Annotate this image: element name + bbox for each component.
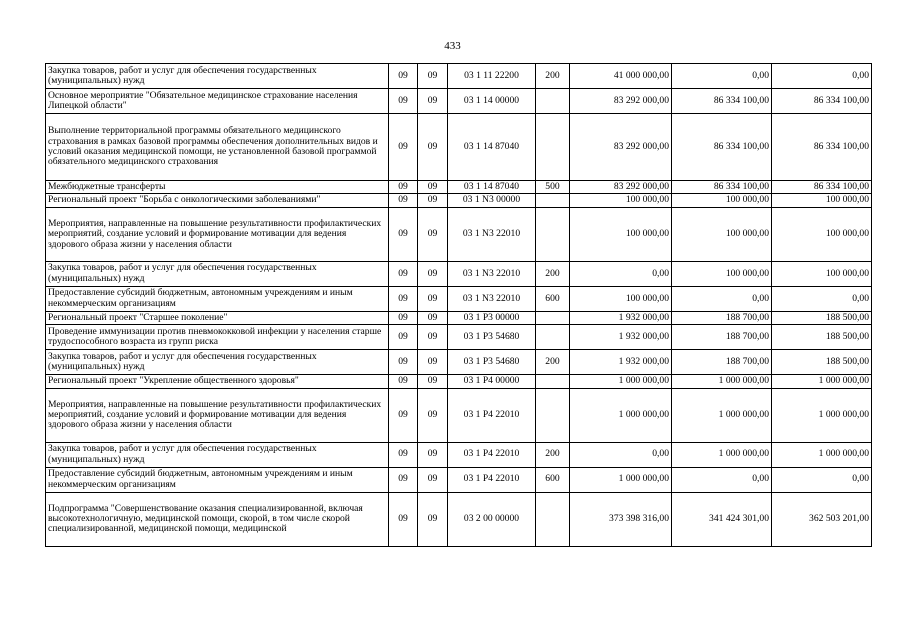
subsection-code-cell: 09 xyxy=(418,325,448,350)
amount-year1-cell: 1 000 000,00 xyxy=(570,467,672,492)
target-article-cell: 03 1 P4 00000 xyxy=(448,375,536,388)
subsection-code-cell: 09 xyxy=(418,194,448,207)
amount-year3-cell: 100 000,00 xyxy=(772,207,872,261)
expense-type-cell xyxy=(536,194,570,207)
target-article-cell: 03 1 14 00000 xyxy=(448,89,536,114)
table-row xyxy=(46,375,872,388)
table-row xyxy=(46,261,872,286)
budget-table-body xyxy=(46,64,872,547)
section-code-cell: 09 xyxy=(389,64,418,89)
section-code-cell: 09 xyxy=(389,388,418,442)
item-name-cell: Проведение иммунизации против пневмококковой инфекции у населения старше трудоспособного возраста из групп риска xyxy=(46,325,389,350)
subsection-code-cell: 09 xyxy=(418,375,448,388)
subsection-code-cell: 09 xyxy=(418,64,448,89)
amount-year1-cell: 41 000 000,00 xyxy=(570,64,672,89)
expense-type-cell xyxy=(536,114,570,181)
amount-year2-cell: 188 700,00 xyxy=(672,325,772,350)
table-row xyxy=(46,114,872,181)
subsection-code-cell: 09 xyxy=(418,89,448,114)
item-name-cell: Межбюджетные трансферты xyxy=(46,181,389,194)
table-row xyxy=(46,492,872,546)
item-name-cell: Закупка товаров, работ и услуг для обеспечения государственных (муниципальных) нужд xyxy=(46,442,389,467)
amount-year2-cell: 86 334 100,00 xyxy=(672,181,772,194)
section-code-cell: 09 xyxy=(389,114,418,181)
target-article-cell: 03 1 14 87040 xyxy=(448,114,536,181)
target-article-cell: 03 1 14 87040 xyxy=(448,181,536,194)
amount-year3-cell: 188 500,00 xyxy=(772,350,872,375)
expense-type-cell: 600 xyxy=(536,467,570,492)
expense-type-cell xyxy=(536,492,570,546)
amount-year3-cell: 86 334 100,00 xyxy=(772,89,872,114)
amount-year3-cell: 1 000 000,00 xyxy=(772,375,872,388)
item-name-cell: Мероприятия, направленные на повышение результативности профилактических мероприятий, создание условий и формирование мотивации для ведения здорового образа жизни у населения области xyxy=(46,388,389,442)
item-name-cell: Предоставление субсидий бюджетным, автономным учреждениям и иным некоммерческим организациям xyxy=(46,467,389,492)
section-code-cell: 09 xyxy=(389,442,418,467)
item-name-cell: Закупка товаров, работ и услуг для обеспечения государственных (муниципальных) нужд xyxy=(46,350,389,375)
amount-year3-cell: 188 500,00 xyxy=(772,325,872,350)
amount-year1-cell: 83 292 000,00 xyxy=(570,89,672,114)
target-article-cell: 03 1 P3 54680 xyxy=(448,350,536,375)
expense-type-cell: 200 xyxy=(536,442,570,467)
target-article-cell: 03 1 N3 22010 xyxy=(448,261,536,286)
amount-year2-cell: 86 334 100,00 xyxy=(672,89,772,114)
table-row xyxy=(46,325,872,350)
target-article-cell: 03 1 P4 22010 xyxy=(448,388,536,442)
item-name-cell: Региональный проект "Укрепление общественного здоровья" xyxy=(46,375,389,388)
section-code-cell: 09 xyxy=(389,350,418,375)
subsection-code-cell: 09 xyxy=(418,467,448,492)
subsection-code-cell: 09 xyxy=(418,350,448,375)
expense-type-cell: 200 xyxy=(536,350,570,375)
amount-year1-cell: 1 932 000,00 xyxy=(570,325,672,350)
amount-year3-cell: 100 000,00 xyxy=(772,261,872,286)
target-article-cell: 03 1 11 22200 xyxy=(448,64,536,89)
target-article-cell: 03 1 P4 22010 xyxy=(448,467,536,492)
amount-year2-cell: 0,00 xyxy=(672,286,772,311)
amount-year1-cell: 0,00 xyxy=(570,261,672,286)
table-row xyxy=(46,194,872,207)
amount-year2-cell: 1 000 000,00 xyxy=(672,375,772,388)
table-row xyxy=(46,286,872,311)
section-code-cell: 09 xyxy=(389,89,418,114)
item-name-cell: Закупка товаров, работ и услуг для обеспечения государственных (муниципальных) нужд xyxy=(46,261,389,286)
section-code-cell: 09 xyxy=(389,325,418,350)
table-row xyxy=(46,388,872,442)
target-article-cell: 03 1 P4 22010 xyxy=(448,442,536,467)
expense-type-cell: 200 xyxy=(536,261,570,286)
target-article-cell: 03 2 00 00000 xyxy=(448,492,536,546)
amount-year2-cell: 341 424 301,00 xyxy=(672,492,772,546)
item-name-cell: Основное мероприятие "Обязательное медицинское страхование населения Липецкой области" xyxy=(46,89,389,114)
item-name-cell: Выполнение территориальной программы обязательного медицинского страхования в рамках базовой программы обеспечения дополнительных видов и условий оказания медицинской помощи, не установленной базовой программой обязательного медицинского страхования xyxy=(46,114,389,181)
amount-year1-cell: 373 398 316,00 xyxy=(570,492,672,546)
amount-year3-cell: 188 500,00 xyxy=(772,311,872,324)
amount-year3-cell: 0,00 xyxy=(772,286,872,311)
amount-year3-cell: 0,00 xyxy=(772,467,872,492)
amount-year1-cell: 100 000,00 xyxy=(570,286,672,311)
amount-year3-cell: 0,00 xyxy=(772,64,872,89)
amount-year1-cell: 100 000,00 xyxy=(570,207,672,261)
item-name-cell: Региональный проект "Старшее поколение" xyxy=(46,311,389,324)
expense-type-cell xyxy=(536,311,570,324)
amount-year1-cell: 83 292 000,00 xyxy=(570,181,672,194)
amount-year2-cell: 100 000,00 xyxy=(672,207,772,261)
section-code-cell: 09 xyxy=(389,492,418,546)
subsection-code-cell: 09 xyxy=(418,114,448,181)
table-row xyxy=(46,89,872,114)
subsection-code-cell: 09 xyxy=(418,388,448,442)
amount-year2-cell: 100 000,00 xyxy=(672,261,772,286)
expense-type-cell: 600 xyxy=(536,286,570,311)
amount-year2-cell: 0,00 xyxy=(672,467,772,492)
subsection-code-cell: 09 xyxy=(418,286,448,311)
expense-type-cell xyxy=(536,89,570,114)
item-name-cell: Мероприятия, направленные на повышение результативности профилактических мероприятий, создание условий и формирование мотивации для ведения здорового образа жизни у населения области xyxy=(46,207,389,261)
section-code-cell: 09 xyxy=(389,311,418,324)
amount-year2-cell: 1 000 000,00 xyxy=(672,388,772,442)
section-code-cell: 09 xyxy=(389,207,418,261)
amount-year2-cell: 86 334 100,00 xyxy=(672,114,772,181)
expense-type-cell xyxy=(536,375,570,388)
amount-year1-cell: 100 000,00 xyxy=(570,194,672,207)
subsection-code-cell: 09 xyxy=(418,181,448,194)
table-row xyxy=(46,207,872,261)
target-article-cell: 03 1 P3 00000 xyxy=(448,311,536,324)
amount-year3-cell: 1 000 000,00 xyxy=(772,388,872,442)
amount-year1-cell: 1 000 000,00 xyxy=(570,375,672,388)
target-article-cell: 03 1 P3 54680 xyxy=(448,325,536,350)
target-article-cell: 03 1 N3 22010 xyxy=(448,207,536,261)
subsection-code-cell: 09 xyxy=(418,492,448,546)
page-number: 433 xyxy=(444,40,461,52)
expense-type-cell: 200 xyxy=(536,64,570,89)
amount-year2-cell: 188 700,00 xyxy=(672,350,772,375)
amount-year2-cell: 1 000 000,00 xyxy=(672,442,772,467)
section-code-cell: 09 xyxy=(389,286,418,311)
table-row xyxy=(46,442,872,467)
item-name-cell: Закупка товаров, работ и услуг для обеспечения государственных (муниципальных) нужд xyxy=(46,64,389,89)
amount-year3-cell: 362 503 201,00 xyxy=(772,492,872,546)
expense-type-cell xyxy=(536,388,570,442)
subsection-code-cell: 09 xyxy=(418,261,448,286)
amount-year3-cell: 86 334 100,00 xyxy=(772,114,872,181)
section-code-cell: 09 xyxy=(389,194,418,207)
table-row xyxy=(46,311,872,324)
table-row xyxy=(46,64,872,89)
budget-table xyxy=(45,63,872,547)
amount-year1-cell: 0,00 xyxy=(570,442,672,467)
amount-year2-cell: 100 000,00 xyxy=(672,194,772,207)
expense-type-cell xyxy=(536,207,570,261)
subsection-code-cell: 09 xyxy=(418,207,448,261)
target-article-cell: 03 1 N3 00000 xyxy=(448,194,536,207)
section-code-cell: 09 xyxy=(389,261,418,286)
expense-type-cell xyxy=(536,325,570,350)
amount-year1-cell: 1 000 000,00 xyxy=(570,388,672,442)
table-row xyxy=(46,181,872,194)
amount-year2-cell: 0,00 xyxy=(672,64,772,89)
amount-year3-cell: 1 000 000,00 xyxy=(772,442,872,467)
amount-year2-cell: 188 700,00 xyxy=(672,311,772,324)
amount-year1-cell: 83 292 000,00 xyxy=(570,114,672,181)
amount-year1-cell: 1 932 000,00 xyxy=(570,311,672,324)
table-row xyxy=(46,467,872,492)
item-name-cell: Подпрограмма "Совершенствование оказания специализированной, включая высокотехнологичную, медицинской помощи, скорой, в том числе скорой специализированной, медицинской помощи, медицинской xyxy=(46,492,389,546)
section-code-cell: 09 xyxy=(389,181,418,194)
table-row xyxy=(46,350,872,375)
target-article-cell: 03 1 N3 22010 xyxy=(448,286,536,311)
item-name-cell: Региональный проект "Борьба с онкологическими заболеваниями" xyxy=(46,194,389,207)
amount-year3-cell: 100 000,00 xyxy=(772,194,872,207)
amount-year1-cell: 1 932 000,00 xyxy=(570,350,672,375)
expense-type-cell: 500 xyxy=(536,181,570,194)
subsection-code-cell: 09 xyxy=(418,442,448,467)
section-code-cell: 09 xyxy=(389,467,418,492)
subsection-code-cell: 09 xyxy=(418,311,448,324)
section-code-cell: 09 xyxy=(389,375,418,388)
item-name-cell: Предоставление субсидий бюджетным, автономным учреждениям и иным некоммерческим организациям xyxy=(46,286,389,311)
amount-year3-cell: 86 334 100,00 xyxy=(772,181,872,194)
